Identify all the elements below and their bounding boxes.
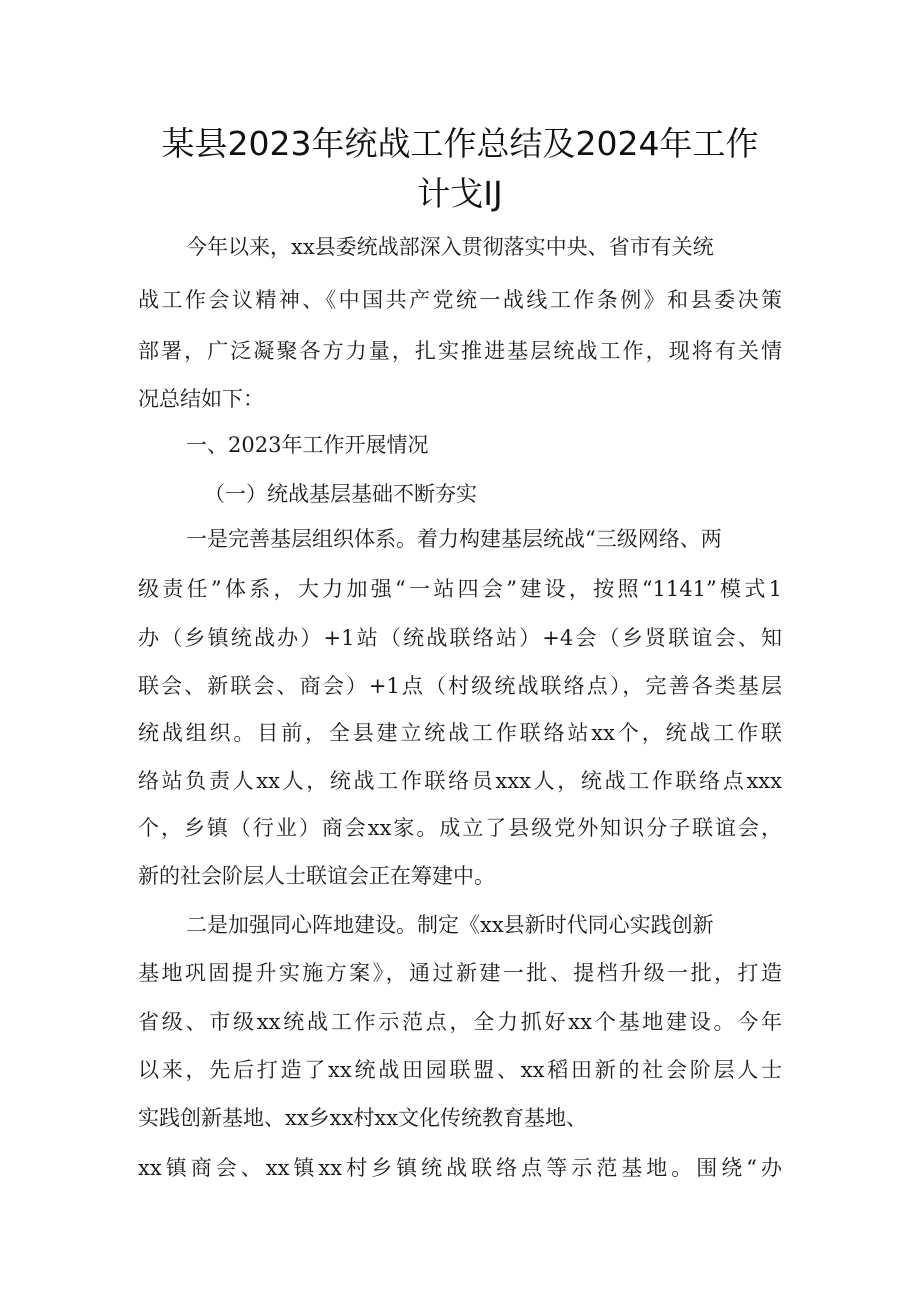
paragraph-line: 今年以来，xx县委统战部深入贯彻落实中央、省市有关统	[186, 235, 714, 259]
paragraph-line: 个，乡镇（行业）商会xx家。成立了县级党外知识分子联谊会，	[138, 816, 782, 840]
paragraph-line: 络站负责人xx人，统战工作联络员xxx人，统战工作联络点xxx	[138, 769, 782, 793]
section-heading: 一、2023年工作开展情况	[186, 433, 429, 457]
paragraph-line: 一是完善基层组织体系。着力构建基层统战“三级网络、两	[186, 527, 722, 551]
subsection-heading: （一）统战基层基础不断夯实	[204, 482, 477, 506]
paragraph-line: 联会、新联会、商会）+1点（村级统战联络点），完善各类基层	[138, 674, 782, 698]
paragraph-line: 况总结如下：	[138, 387, 264, 411]
paragraph-line: 二是加强同心阵地建设。制定《xx县新时代同心实践创新	[186, 913, 714, 937]
paragraph-line: 统战组织。目前，全县建立统战工作联络站xx个，统战工作联	[138, 721, 782, 745]
paragraph-line: 实践创新基地、xx乡xx村xx文化传统教育基地、	[138, 1106, 588, 1130]
paragraph-line: 级责任”体系，大力加强“一站四会”建设，按照“1141”模式1	[138, 577, 782, 601]
document-title-line-2: 计戈IJ	[417, 174, 503, 213]
document-title-line-1: 某县2023年统战工作总结及2024年工作	[161, 124, 759, 163]
paragraph-line: 新的社会阶层人士联谊会正在筹建中。	[138, 864, 495, 888]
paragraph-line: 部署，广泛凝聚各方力量，扎实推进基层统战工作，现将有关情	[138, 339, 782, 363]
paragraph-line: 基地巩固提升实施方案》，通过新建一批、提档升级一批，打造	[138, 961, 782, 985]
paragraph-line: xx镇商会、xx镇xx村乡镇统战联络点等示范基地。围绕“办	[138, 1156, 782, 1180]
paragraph-line: 办（乡镇统战办）+1站（统战联络站）+4会（乡贤联谊会、知	[138, 626, 782, 650]
paragraph-line: 以来，先后打造了xx统战田园联盟、xx稻田新的社会阶层人士	[138, 1058, 782, 1082]
paragraph-line: 省级、市级xx统战工作示范点，全力抓好xx个基地建设。今年	[138, 1010, 782, 1034]
paragraph-line: 战工作会议精神、《中国共产党统一战线工作条例》和县委决策	[138, 288, 782, 312]
